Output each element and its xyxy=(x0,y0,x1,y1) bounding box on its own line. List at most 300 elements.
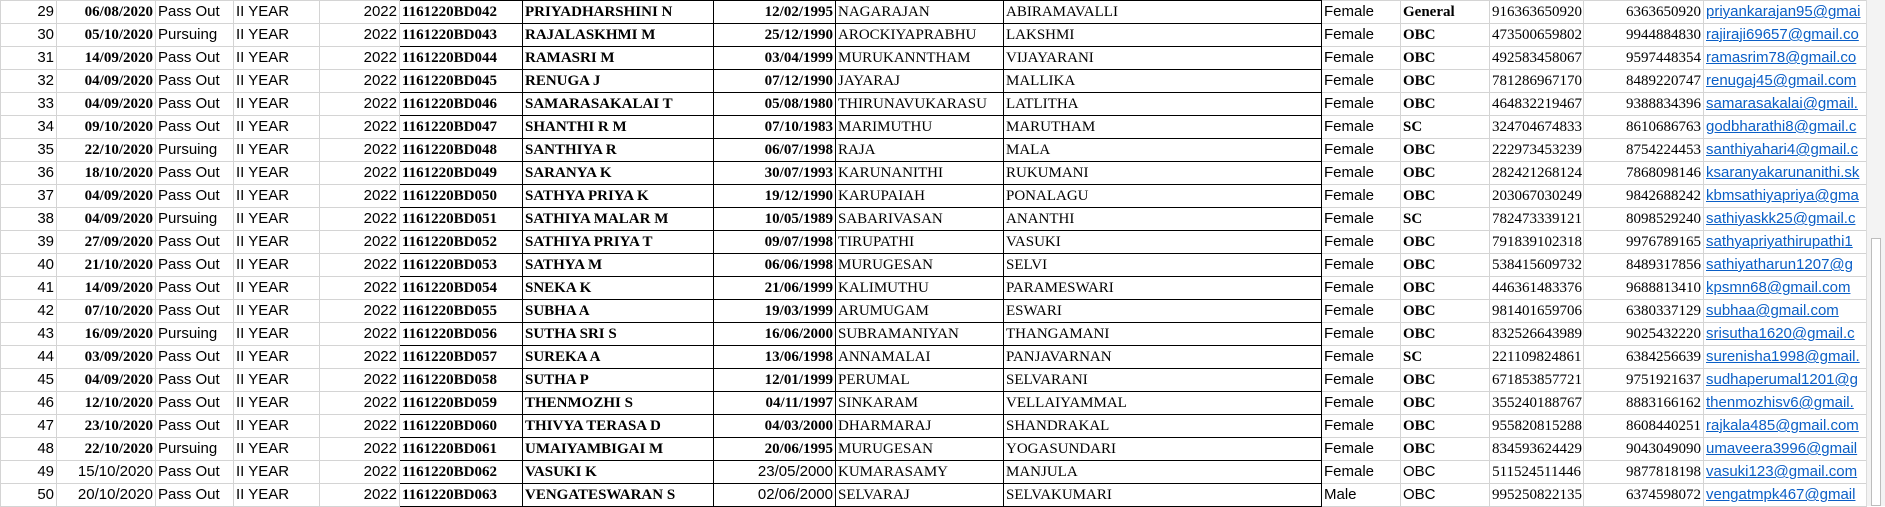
email-link[interactable]: samarasakalai@gmail. xyxy=(1706,95,1858,112)
status-cell[interactable]: Pursuing xyxy=(156,323,234,346)
register-number-cell[interactable]: 1161220BD042 xyxy=(400,1,523,24)
mother-name-cell[interactable]: PARAMESWARI xyxy=(1004,277,1322,300)
community-cell[interactable]: OBC xyxy=(1401,231,1490,254)
student-name-cell[interactable]: SNEKA K xyxy=(523,277,714,300)
row-number-cell[interactable]: 35 xyxy=(1,139,57,162)
gender-cell[interactable]: Female xyxy=(1322,70,1401,93)
aadhaar-cell[interactable]: 221109824861 xyxy=(1490,346,1584,369)
row-number-cell[interactable]: 37 xyxy=(1,185,57,208)
father-name-cell[interactable]: SELVARAJ xyxy=(836,484,1004,507)
student-name-cell[interactable]: UMAIYAMBIGAI M xyxy=(523,438,714,461)
email-cell[interactable] xyxy=(1704,162,1867,185)
gender-cell[interactable]: Female xyxy=(1322,461,1401,484)
email-cell[interactable] xyxy=(1704,254,1867,277)
row-number-cell[interactable]: 45 xyxy=(1,369,57,392)
year-cell[interactable]: II YEAR xyxy=(234,300,320,323)
email-cell[interactable] xyxy=(1704,346,1867,369)
phone-cell[interactable]: 8883166162 xyxy=(1584,392,1704,415)
status-cell[interactable]: Pass Out xyxy=(156,461,234,484)
gender-cell[interactable]: Female xyxy=(1322,208,1401,231)
gender-cell[interactable]: Female xyxy=(1322,277,1401,300)
register-number-cell[interactable]: 1161220BD060 xyxy=(400,415,523,438)
student-name-cell[interactable]: THENMOZHI S xyxy=(523,392,714,415)
gender-cell[interactable]: Female xyxy=(1322,47,1401,70)
aadhaar-cell[interactable]: 511524511446 xyxy=(1490,461,1584,484)
status-cell[interactable]: Pursuing xyxy=(156,139,234,162)
admission-date-cell[interactable]: 14/09/2020 xyxy=(57,47,156,70)
status-cell[interactable]: Pursuing xyxy=(156,208,234,231)
row-number-cell[interactable]: 50 xyxy=(1,484,57,507)
register-number-cell[interactable]: 1161220BD058 xyxy=(400,369,523,392)
dob-cell[interactable]: 30/07/1993 xyxy=(714,162,836,185)
email-link[interactable]: sathiyaskk25@gmail.c xyxy=(1706,210,1856,227)
aadhaar-cell[interactable]: 355240188767 xyxy=(1490,392,1584,415)
community-cell[interactable]: OBC xyxy=(1401,277,1490,300)
father-name-cell[interactable]: MURUGESAN xyxy=(836,438,1004,461)
status-cell[interactable]: Pass Out xyxy=(156,70,234,93)
email-link[interactable]: surenisha1998@gmail. xyxy=(1706,348,1860,365)
batch-cell[interactable]: 2022 xyxy=(320,392,400,415)
dob-cell[interactable]: 07/12/1990 xyxy=(714,70,836,93)
phone-cell[interactable]: 8489220747 xyxy=(1584,70,1704,93)
email-cell[interactable] xyxy=(1704,70,1867,93)
batch-cell[interactable]: 2022 xyxy=(320,231,400,254)
phone-cell[interactable]: 9877818198 xyxy=(1584,461,1704,484)
father-name-cell[interactable]: MURUGESAN xyxy=(836,254,1004,277)
admission-date-cell[interactable]: 20/10/2020 xyxy=(57,484,156,507)
year-cell[interactable]: II YEAR xyxy=(234,24,320,47)
status-cell[interactable]: Pass Out xyxy=(156,185,234,208)
email-cell[interactable] xyxy=(1704,139,1867,162)
father-name-cell[interactable]: PERUMAL xyxy=(836,369,1004,392)
student-name-cell[interactable]: SATHYA PRIYA K xyxy=(523,185,714,208)
email-cell[interactable] xyxy=(1704,392,1867,415)
email-cell[interactable] xyxy=(1704,93,1867,116)
community-cell[interactable]: OBC xyxy=(1401,415,1490,438)
email-link[interactable]: rajkala485@gmail.com xyxy=(1706,417,1859,434)
status-cell[interactable]: Pass Out xyxy=(156,231,234,254)
email-link[interactable]: umaveera3996@gmail xyxy=(1706,440,1858,457)
father-name-cell[interactable]: DHARMARAJ xyxy=(836,415,1004,438)
phone-cell[interactable]: 8489317856 xyxy=(1584,254,1704,277)
phone-cell[interactable]: 8610686763 xyxy=(1584,116,1704,139)
email-cell[interactable] xyxy=(1704,323,1867,346)
status-cell[interactable]: Pass Out xyxy=(156,93,234,116)
dob-cell[interactable]: 03/04/1999 xyxy=(714,47,836,70)
aadhaar-cell[interactable]: 981401659706 xyxy=(1490,300,1584,323)
aadhaar-cell[interactable]: 955820815288 xyxy=(1490,415,1584,438)
student-name-cell[interactable]: SUTHA SRI S xyxy=(523,323,714,346)
mother-name-cell[interactable]: ANANTHI xyxy=(1004,208,1322,231)
register-number-cell[interactable]: 1161220BD055 xyxy=(400,300,523,323)
mother-name-cell[interactable]: PANJAVARNAN xyxy=(1004,346,1322,369)
father-name-cell[interactable]: RAJA xyxy=(836,139,1004,162)
batch-cell[interactable]: 2022 xyxy=(320,300,400,323)
student-name-cell[interactable]: PRIYADHARSHINI N xyxy=(523,1,714,24)
row-number-cell[interactable]: 33 xyxy=(1,93,57,116)
batch-cell[interactable]: 2022 xyxy=(320,323,400,346)
year-cell[interactable]: II YEAR xyxy=(234,116,320,139)
vertical-scrollbar[interactable] xyxy=(1866,0,1885,506)
email-cell[interactable] xyxy=(1704,116,1867,139)
admission-date-cell[interactable]: 22/10/2020 xyxy=(57,438,156,461)
phone-cell[interactable]: 8754224453 xyxy=(1584,139,1704,162)
batch-cell[interactable]: 2022 xyxy=(320,277,400,300)
batch-cell[interactable]: 2022 xyxy=(320,346,400,369)
status-cell[interactable]: Pass Out xyxy=(156,162,234,185)
email-cell[interactable] xyxy=(1704,231,1867,254)
dob-cell[interactable]: 10/05/1989 xyxy=(714,208,836,231)
dob-cell[interactable]: 23/05/2000 xyxy=(714,461,836,484)
batch-cell[interactable]: 2022 xyxy=(320,369,400,392)
row-number-cell[interactable]: 43 xyxy=(1,323,57,346)
mother-name-cell[interactable]: MARUTHAM xyxy=(1004,116,1322,139)
gender-cell[interactable]: Female xyxy=(1322,1,1401,24)
admission-date-cell[interactable]: 06/08/2020 xyxy=(57,1,156,24)
dob-cell[interactable]: 19/12/1990 xyxy=(714,185,836,208)
mother-name-cell[interactable]: PONALAGU xyxy=(1004,185,1322,208)
gender-cell[interactable]: Female xyxy=(1322,231,1401,254)
gender-cell[interactable]: Female xyxy=(1322,93,1401,116)
phone-cell[interactable]: 6380337129 xyxy=(1584,300,1704,323)
community-cell[interactable]: General xyxy=(1401,1,1490,24)
email-cell[interactable] xyxy=(1704,461,1867,484)
aadhaar-cell[interactable]: 473500659802 xyxy=(1490,24,1584,47)
father-name-cell[interactable]: SUBRAMANIYAN xyxy=(836,323,1004,346)
register-number-cell[interactable]: 1161220BD048 xyxy=(400,139,523,162)
register-number-cell[interactable]: 1161220BD052 xyxy=(400,231,523,254)
admission-date-cell[interactable]: 18/10/2020 xyxy=(57,162,156,185)
father-name-cell[interactable]: SABARIVASAN xyxy=(836,208,1004,231)
year-cell[interactable]: II YEAR xyxy=(234,392,320,415)
dob-cell[interactable]: 19/03/1999 xyxy=(714,300,836,323)
row-number-cell[interactable]: 42 xyxy=(1,300,57,323)
dob-cell[interactable]: 04/03/2000 xyxy=(714,415,836,438)
year-cell[interactable]: II YEAR xyxy=(234,484,320,507)
register-number-cell[interactable]: 1161220BD054 xyxy=(400,277,523,300)
gender-cell[interactable]: Female xyxy=(1322,24,1401,47)
email-link[interactable]: kpsmn68@gmail.com xyxy=(1706,279,1851,296)
mother-name-cell[interactable]: SHANDRAKAL xyxy=(1004,415,1322,438)
email-cell[interactable] xyxy=(1704,369,1867,392)
admission-date-cell[interactable]: 05/10/2020 xyxy=(57,24,156,47)
register-number-cell[interactable]: 1161220BD057 xyxy=(400,346,523,369)
status-cell[interactable]: Pass Out xyxy=(156,254,234,277)
year-cell[interactable]: II YEAR xyxy=(234,231,320,254)
batch-cell[interactable]: 2022 xyxy=(320,484,400,507)
father-name-cell[interactable]: ANNAMALAI xyxy=(836,346,1004,369)
phone-cell[interactable]: 9597448354 xyxy=(1584,47,1704,70)
community-cell[interactable]: OBC xyxy=(1401,24,1490,47)
aadhaar-cell[interactable]: 324704674833 xyxy=(1490,116,1584,139)
father-name-cell[interactable]: ARUMUGAM xyxy=(836,300,1004,323)
mother-name-cell[interactable]: LAKSHMI xyxy=(1004,24,1322,47)
father-name-cell[interactable]: TIRUPATHI xyxy=(836,231,1004,254)
community-cell[interactable]: SC xyxy=(1401,208,1490,231)
community-cell[interactable]: OBC xyxy=(1401,47,1490,70)
email-cell[interactable] xyxy=(1704,438,1867,461)
dob-cell[interactable]: 04/11/1997 xyxy=(714,392,836,415)
father-name-cell[interactable]: THIRUNAVUKARASU xyxy=(836,93,1004,116)
batch-cell[interactable]: 2022 xyxy=(320,93,400,116)
email-link[interactable]: ramasrim78@gmail.co xyxy=(1706,49,1857,66)
year-cell[interactable]: II YEAR xyxy=(234,415,320,438)
row-number-cell[interactable]: 29 xyxy=(1,1,57,24)
email-link[interactable]: renugaj45@gmail.com xyxy=(1706,72,1857,89)
admission-date-cell[interactable]: 04/09/2020 xyxy=(57,208,156,231)
year-cell[interactable]: II YEAR xyxy=(234,162,320,185)
gender-cell[interactable]: Female xyxy=(1322,300,1401,323)
father-name-cell[interactable]: AROCKIYAPRABHU xyxy=(836,24,1004,47)
aadhaar-cell[interactable]: 995250822135 xyxy=(1490,484,1584,507)
year-cell[interactable]: II YEAR xyxy=(234,47,320,70)
phone-cell[interactable]: 9043049090 xyxy=(1584,438,1704,461)
register-number-cell[interactable]: 1161220BD049 xyxy=(400,162,523,185)
batch-cell[interactable]: 2022 xyxy=(320,254,400,277)
year-cell[interactable]: II YEAR xyxy=(234,277,320,300)
email-cell[interactable] xyxy=(1704,415,1867,438)
email-link[interactable]: kbmsathiyapriya@gma xyxy=(1706,187,1859,204)
aadhaar-cell[interactable]: 203067030249 xyxy=(1490,185,1584,208)
register-number-cell[interactable]: 1161220BD061 xyxy=(400,438,523,461)
community-cell[interactable]: SC xyxy=(1401,346,1490,369)
row-number-cell[interactable]: 30 xyxy=(1,24,57,47)
email-link[interactable]: godbharathi8@gmail.c xyxy=(1706,118,1857,135)
phone-cell[interactable]: 7868098146 xyxy=(1584,162,1704,185)
phone-cell[interactable]: 8608440251 xyxy=(1584,415,1704,438)
year-cell[interactable]: II YEAR xyxy=(234,346,320,369)
email-cell[interactable] xyxy=(1704,47,1867,70)
row-number-cell[interactable]: 47 xyxy=(1,415,57,438)
phone-cell[interactable]: 8098529240 xyxy=(1584,208,1704,231)
register-number-cell[interactable]: 1161220BD047 xyxy=(400,116,523,139)
batch-cell[interactable]: 2022 xyxy=(320,208,400,231)
aadhaar-cell[interactable]: 538415609732 xyxy=(1490,254,1584,277)
aadhaar-cell[interactable]: 282421268124 xyxy=(1490,162,1584,185)
dob-cell[interactable]: 09/07/1998 xyxy=(714,231,836,254)
student-name-cell[interactable]: SARANYA K xyxy=(523,162,714,185)
mother-name-cell[interactable]: THANGAMANI xyxy=(1004,323,1322,346)
aadhaar-cell[interactable]: 782473339121 xyxy=(1490,208,1584,231)
community-cell[interactable]: OBC xyxy=(1401,254,1490,277)
gender-cell[interactable]: Female xyxy=(1322,116,1401,139)
phone-cell[interactable]: 6384256639 xyxy=(1584,346,1704,369)
email-link[interactable]: vasuki123@gmail.com xyxy=(1706,463,1858,480)
row-number-cell[interactable]: 46 xyxy=(1,392,57,415)
email-cell[interactable] xyxy=(1704,185,1867,208)
register-number-cell[interactable]: 1161220BD051 xyxy=(400,208,523,231)
year-cell[interactable]: II YEAR xyxy=(234,323,320,346)
gender-cell[interactable]: Female xyxy=(1322,323,1401,346)
aadhaar-cell[interactable]: 781286967170 xyxy=(1490,70,1584,93)
aadhaar-cell[interactable]: 791839102318 xyxy=(1490,231,1584,254)
register-number-cell[interactable]: 1161220BD053 xyxy=(400,254,523,277)
gender-cell[interactable]: Female xyxy=(1322,392,1401,415)
aadhaar-cell[interactable]: 446361483376 xyxy=(1490,277,1584,300)
mother-name-cell[interactable]: MANJULA xyxy=(1004,461,1322,484)
register-number-cell[interactable]: 1161220BD050 xyxy=(400,185,523,208)
phone-cell[interactable]: 9944884830 xyxy=(1584,24,1704,47)
admission-date-cell[interactable]: 27/09/2020 xyxy=(57,231,156,254)
dob-cell[interactable]: 02/06/2000 xyxy=(714,484,836,507)
status-cell[interactable]: Pass Out xyxy=(156,47,234,70)
student-name-cell[interactable]: RAMASRI M xyxy=(523,47,714,70)
year-cell[interactable]: II YEAR xyxy=(234,1,320,24)
student-name-cell[interactable]: SUTHA P xyxy=(523,369,714,392)
dob-cell[interactable]: 06/06/1998 xyxy=(714,254,836,277)
student-name-cell[interactable]: SATHIYA PRIYA T xyxy=(523,231,714,254)
community-cell[interactable]: OBC xyxy=(1401,162,1490,185)
mother-name-cell[interactable]: VASUKI xyxy=(1004,231,1322,254)
email-link[interactable]: priyankarajan95@gmai xyxy=(1706,3,1861,20)
admission-date-cell[interactable]: 04/09/2020 xyxy=(57,93,156,116)
student-name-cell[interactable]: SUBHA A xyxy=(523,300,714,323)
email-link[interactable]: subhaa@gmail.com xyxy=(1706,302,1839,319)
student-name-cell[interactable]: SAMARASAKALAI T xyxy=(523,93,714,116)
status-cell[interactable]: Pass Out xyxy=(156,1,234,24)
dob-cell[interactable]: 16/06/2000 xyxy=(714,323,836,346)
status-cell[interactable]: Pass Out xyxy=(156,346,234,369)
mother-name-cell[interactable]: YOGASUNDARI xyxy=(1004,438,1322,461)
year-cell[interactable]: II YEAR xyxy=(234,208,320,231)
dob-cell[interactable]: 21/06/1999 xyxy=(714,277,836,300)
email-cell[interactable] xyxy=(1704,300,1867,323)
register-number-cell[interactable]: 1161220BD046 xyxy=(400,93,523,116)
admission-date-cell[interactable]: 07/10/2020 xyxy=(57,300,156,323)
community-cell[interactable]: OBC xyxy=(1401,70,1490,93)
register-number-cell[interactable]: 1161220BD043 xyxy=(400,24,523,47)
status-cell[interactable]: Pass Out xyxy=(156,277,234,300)
row-number-cell[interactable]: 38 xyxy=(1,208,57,231)
batch-cell[interactable]: 2022 xyxy=(320,24,400,47)
email-link[interactable]: rajiraji69657@gmail.co xyxy=(1706,26,1859,43)
student-name-cell[interactable]: SUREKA A xyxy=(523,346,714,369)
phone-cell[interactable]: 9842688242 xyxy=(1584,185,1704,208)
row-number-cell[interactable]: 34 xyxy=(1,116,57,139)
year-cell[interactable]: II YEAR xyxy=(234,369,320,392)
email-link[interactable]: sathiyatharun1207@g xyxy=(1706,256,1853,273)
register-number-cell[interactable]: 1161220BD045 xyxy=(400,70,523,93)
phone-cell[interactable]: 6363650920 xyxy=(1584,1,1704,24)
year-cell[interactable]: II YEAR xyxy=(234,93,320,116)
status-cell[interactable]: Pass Out xyxy=(156,369,234,392)
student-name-cell[interactable]: SATHIYA MALAR M xyxy=(523,208,714,231)
mother-name-cell[interactable]: LATLITHA xyxy=(1004,93,1322,116)
email-cell[interactable] xyxy=(1704,484,1867,507)
aadhaar-cell[interactable]: 671853857721 xyxy=(1490,369,1584,392)
aadhaar-cell[interactable]: 832526643989 xyxy=(1490,323,1584,346)
phone-cell[interactable]: 6374598072 xyxy=(1584,484,1704,507)
batch-cell[interactable]: 2022 xyxy=(320,70,400,93)
mother-name-cell[interactable]: ABIRAMAVALLI xyxy=(1004,1,1322,24)
community-cell[interactable]: OBC xyxy=(1401,484,1490,507)
status-cell[interactable]: Pass Out xyxy=(156,484,234,507)
student-name-cell[interactable]: SANTHIYA R xyxy=(523,139,714,162)
gender-cell[interactable]: Female xyxy=(1322,139,1401,162)
student-name-cell[interactable]: VENGATESWARAN S xyxy=(523,484,714,507)
email-cell[interactable] xyxy=(1704,24,1867,47)
gender-cell[interactable]: Female xyxy=(1322,438,1401,461)
email-link[interactable]: santhiyahari4@gmail.c xyxy=(1706,141,1858,158)
dob-cell[interactable]: 05/08/1980 xyxy=(714,93,836,116)
register-number-cell[interactable]: 1161220BD063 xyxy=(400,484,523,507)
batch-cell[interactable]: 2022 xyxy=(320,116,400,139)
batch-cell[interactable]: 2022 xyxy=(320,162,400,185)
row-number-cell[interactable]: 40 xyxy=(1,254,57,277)
mother-name-cell[interactable]: MALA xyxy=(1004,139,1322,162)
row-number-cell[interactable]: 49 xyxy=(1,461,57,484)
dob-cell[interactable]: 25/12/1990 xyxy=(714,24,836,47)
community-cell[interactable]: OBC xyxy=(1401,392,1490,415)
student-name-cell[interactable]: THIVYA TERASA D xyxy=(523,415,714,438)
mother-name-cell[interactable]: SELVI xyxy=(1004,254,1322,277)
admission-date-cell[interactable]: 23/10/2020 xyxy=(57,415,156,438)
email-cell[interactable] xyxy=(1704,208,1867,231)
father-name-cell[interactable]: SINKARAM xyxy=(836,392,1004,415)
gender-cell[interactable]: Female xyxy=(1322,415,1401,438)
father-name-cell[interactable]: KALIMUTHU xyxy=(836,277,1004,300)
father-name-cell[interactable]: JAYARAJ xyxy=(836,70,1004,93)
gender-cell[interactable]: Female xyxy=(1322,346,1401,369)
father-name-cell[interactable]: KARUPAIAH xyxy=(836,185,1004,208)
email-link[interactable]: ksaranyakarunanithi.sk xyxy=(1706,164,1860,181)
row-number-cell[interactable]: 39 xyxy=(1,231,57,254)
register-number-cell[interactable]: 1161220BD062 xyxy=(400,461,523,484)
batch-cell[interactable]: 2022 xyxy=(320,438,400,461)
status-cell[interactable]: Pass Out xyxy=(156,415,234,438)
row-number-cell[interactable]: 32 xyxy=(1,70,57,93)
email-link[interactable]: sudhaperumal1201@g xyxy=(1706,371,1858,388)
father-name-cell[interactable]: KARUNANITHI xyxy=(836,162,1004,185)
community-cell[interactable]: OBC xyxy=(1401,438,1490,461)
community-cell[interactable]: OBC xyxy=(1401,461,1490,484)
gender-cell[interactable]: Female xyxy=(1322,254,1401,277)
father-name-cell[interactable]: MARIMUTHU xyxy=(836,116,1004,139)
batch-cell[interactable]: 2022 xyxy=(320,415,400,438)
community-cell[interactable]: OBC xyxy=(1401,93,1490,116)
community-cell[interactable]: OBC xyxy=(1401,300,1490,323)
admission-date-cell[interactable]: 14/09/2020 xyxy=(57,277,156,300)
gender-cell[interactable]: Female xyxy=(1322,369,1401,392)
batch-cell[interactable]: 2022 xyxy=(320,461,400,484)
community-cell[interactable]: OBC xyxy=(1401,139,1490,162)
admission-date-cell[interactable]: 09/10/2020 xyxy=(57,116,156,139)
dob-cell[interactable]: 20/06/1995 xyxy=(714,438,836,461)
status-cell[interactable]: Pass Out xyxy=(156,300,234,323)
phone-cell[interactable]: 9025432220 xyxy=(1584,323,1704,346)
batch-cell[interactable]: 2022 xyxy=(320,1,400,24)
gender-cell[interactable]: Female xyxy=(1322,185,1401,208)
register-number-cell[interactable]: 1161220BD059 xyxy=(400,392,523,415)
student-name-cell[interactable]: VASUKI K xyxy=(523,461,714,484)
mother-name-cell[interactable]: SELVARANI xyxy=(1004,369,1322,392)
email-link[interactable]: vengatmpk467@gmail xyxy=(1706,486,1856,503)
phone-cell[interactable]: 9688813410 xyxy=(1584,277,1704,300)
email-cell[interactable] xyxy=(1704,1,1867,24)
community-cell[interactable]: OBC xyxy=(1401,185,1490,208)
aadhaar-cell[interactable]: 464832219467 xyxy=(1490,93,1584,116)
row-number-cell[interactable]: 31 xyxy=(1,47,57,70)
aadhaar-cell[interactable]: 834593624429 xyxy=(1490,438,1584,461)
year-cell[interactable]: II YEAR xyxy=(234,254,320,277)
aadhaar-cell[interactable]: 492583458067 xyxy=(1490,47,1584,70)
phone-cell[interactable]: 9751921637 xyxy=(1584,369,1704,392)
batch-cell[interactable]: 2022 xyxy=(320,139,400,162)
status-cell[interactable]: Pursuing xyxy=(156,24,234,47)
status-cell[interactable]: Pass Out xyxy=(156,116,234,139)
row-number-cell[interactable]: 41 xyxy=(1,277,57,300)
admission-date-cell[interactable]: 04/09/2020 xyxy=(57,70,156,93)
